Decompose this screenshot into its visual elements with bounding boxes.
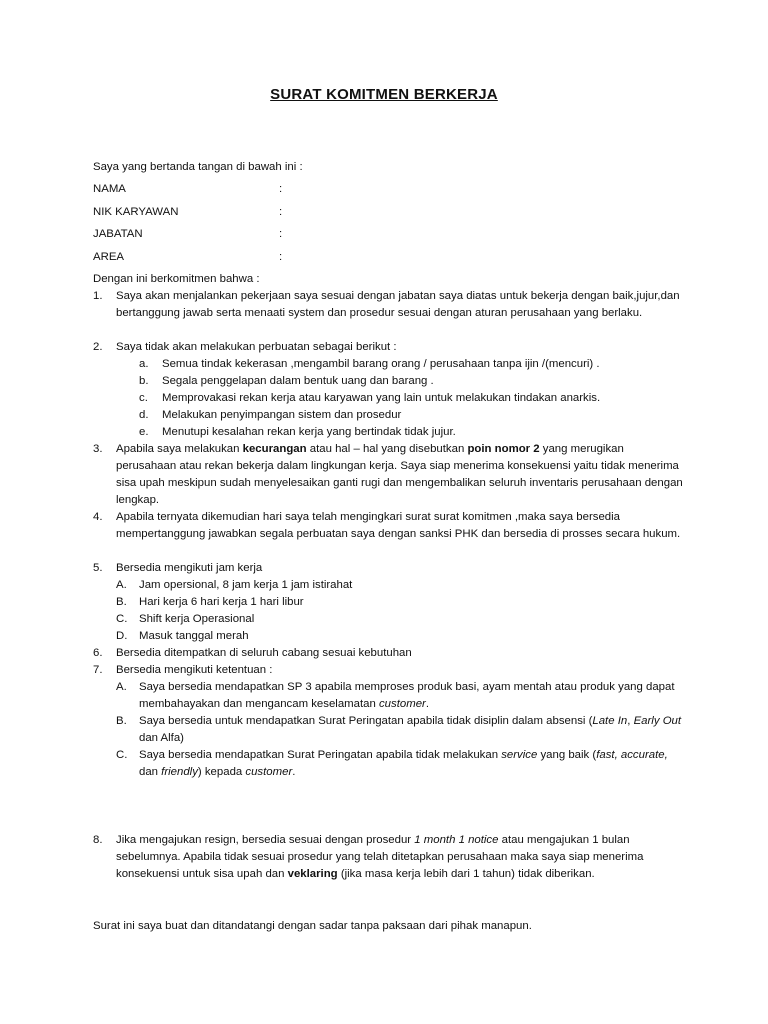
sub-letter: c.	[139, 392, 148, 404]
sub-letter: b.	[139, 375, 149, 387]
italic-term: fast, accurate,	[596, 749, 668, 761]
commit-intro: Dengan ini berkomitmen bahwa :	[93, 273, 260, 285]
text-run: .	[425, 698, 429, 710]
text-run: Saya bersedia mendapatkan SP 3 apabila memproses produk basi, ayam mentah atau produk yang dapat membahayakan dan mengancam keselamatan	[139, 681, 675, 710]
sub-item-text: Menutupi kesalahan rekan kerja yang bertindak tidak jujur.	[162, 426, 456, 438]
italic-term: customer	[378, 698, 426, 710]
sub-letter: B.	[116, 596, 127, 608]
italic-term: Early Out	[633, 715, 682, 727]
sub-letter: B.	[116, 715, 127, 727]
sub-letter: a.	[139, 358, 149, 370]
sub-item-text: Masuk tanggal merah	[139, 630, 249, 642]
text-run: atau mengajukan 1 bulan sebelumnya. Apabila tidak sesuai prosedur yang telah ditetapkan perusahaan maka saya siap menerima konsekuensi untuk sisa upah dan	[116, 834, 644, 880]
sub-item-text: Melakukan penyimpangan sistem dan prosedur	[162, 409, 402, 421]
text-run: Jika mengajukan resign, bersedia sesuai dengan prosedur	[116, 834, 415, 846]
item-number: 1.	[93, 290, 103, 302]
text-run: yang baik (	[537, 749, 597, 761]
sub-item-text: Shift kerja Operasional	[139, 613, 255, 625]
sub-letter: D.	[116, 630, 128, 642]
text-run: dan	[139, 766, 162, 778]
sub-item-text: Memprovakasi rekan kerja atau karyawan yang lain untuk melakukan tindakan anarkis.	[162, 392, 601, 404]
text-run: (jika masa kerja lebih dari 1 tahun) tidak diberikan.	[337, 868, 595, 880]
item-number: 6.	[93, 647, 103, 659]
text-run: dan Alfa)	[139, 732, 184, 744]
sub-item-text	[139, 747, 689, 781]
sub-item-text	[139, 713, 689, 747]
document-title: SURAT KOMITMEN BERKERJA	[270, 86, 498, 103]
italic-term: friendly	[161, 766, 198, 778]
item-5-text: Bersedia mengikuti jam kerja	[116, 562, 263, 574]
sub-item-text: Segala penggelapan dalam bentuk uang dan barang .	[162, 375, 434, 387]
item-3-text	[116, 441, 686, 509]
text-run: .	[292, 766, 296, 778]
sub-letter: A.	[116, 579, 127, 591]
item-2-text: Saya tidak akan melakukan perbuatan sebagai berikut :	[116, 341, 397, 353]
italic-term: customer	[245, 766, 293, 778]
bold-term: kecurangan	[242, 443, 307, 455]
item-number: 2.	[93, 341, 103, 353]
sub-item-text: Jam opersional, 8 jam kerja 1 jam istirahat	[139, 579, 353, 591]
italic-term: Late In	[592, 715, 628, 727]
italic-term: 1 month 1 notice	[414, 834, 499, 846]
field-colon: :	[279, 251, 283, 263]
item-4-text: Apabila ternyata dikemudian hari saya telah mengingkari surat surat komitmen ,maka saya bersedia mempertanggung jawabkan segala perbuatan saya dengan sanksi PHK dan bersedia di prosses secara hukum.	[116, 511, 681, 540]
sub-item-text: Semua tindak kekerasan ,mengambil barang orang / perusahaan tanpa ijin /(mencuri) .	[162, 358, 600, 370]
bold-term: veklaring	[287, 868, 338, 880]
closing-statement: Surat ini saya buat dan ditandatangi dengan sadar tanpa paksaan dari pihak manapun.	[93, 920, 532, 932]
item-number: 4.	[93, 511, 103, 523]
sub-item-text: Hari kerja 6 hari kerja 1 hari libur	[139, 596, 304, 608]
sub-letter: e.	[139, 426, 149, 438]
item-number: 5.	[93, 562, 103, 574]
item-1-text: Saya akan menjalankan pekerjaan saya sesuai dengan jabatan saya diatas untuk bekerja dengan baik,jujur,dan bertanggung jawab serta menaati system dan prosedur sesuai dengan aturan perusahaan yang berlaku.	[116, 290, 680, 319]
field-label: AREA	[93, 251, 125, 263]
sub-letter: d.	[139, 409, 149, 421]
text-run: yang merugikan perusahaan atau rekan bekerja dalam lingkungan kerja. Saya siap menerima konsekuensi yaitu tidak menerima sisa upah meskipun sudah menyelesaikan ganti rugi dan mengembalikan seluruh inventaris perusahaan dengan lengkap.	[116, 443, 683, 506]
italic-term: service	[501, 749, 538, 761]
field-colon: :	[279, 228, 283, 240]
field-label: NAMA	[93, 183, 126, 195]
item-number: 8.	[93, 834, 103, 846]
item-6-text: Bersedia ditempatkan di seluruh cabang sesuai kebutuhan	[116, 647, 412, 659]
intro-text: Saya yang bertanda tangan di bawah ini :	[93, 161, 303, 173]
field-label: JABATAN	[93, 228, 143, 240]
text-run: atau hal – hal yang disebutkan	[306, 443, 468, 455]
text-run: Saya bersedia mendapatkan Surat Peringatan apabila tidak melakukan	[139, 749, 502, 761]
item-8-text	[116, 832, 686, 883]
bold-term: poin nomor 2	[467, 443, 540, 455]
sub-letter: C.	[116, 749, 128, 761]
item-number: 3.	[93, 443, 103, 455]
field-colon: :	[279, 183, 283, 195]
text-run: Apabila saya melakukan	[116, 443, 243, 455]
field-label: NIK KARYAWAN	[93, 206, 179, 218]
sub-letter: C.	[116, 613, 128, 625]
text-run: ,	[627, 715, 634, 727]
sub-letter: A.	[116, 681, 127, 693]
sub-item-text	[139, 679, 689, 713]
field-colon: :	[279, 206, 283, 218]
item-7-text: Bersedia mengikuti ketentuan :	[116, 664, 273, 676]
item-number: 7.	[93, 664, 103, 676]
text-run: Saya bersedia untuk mendapatkan Surat Peringatan apabila tidak disiplin dalam absensi (	[139, 715, 593, 727]
text-run: ) kepada	[197, 766, 246, 778]
